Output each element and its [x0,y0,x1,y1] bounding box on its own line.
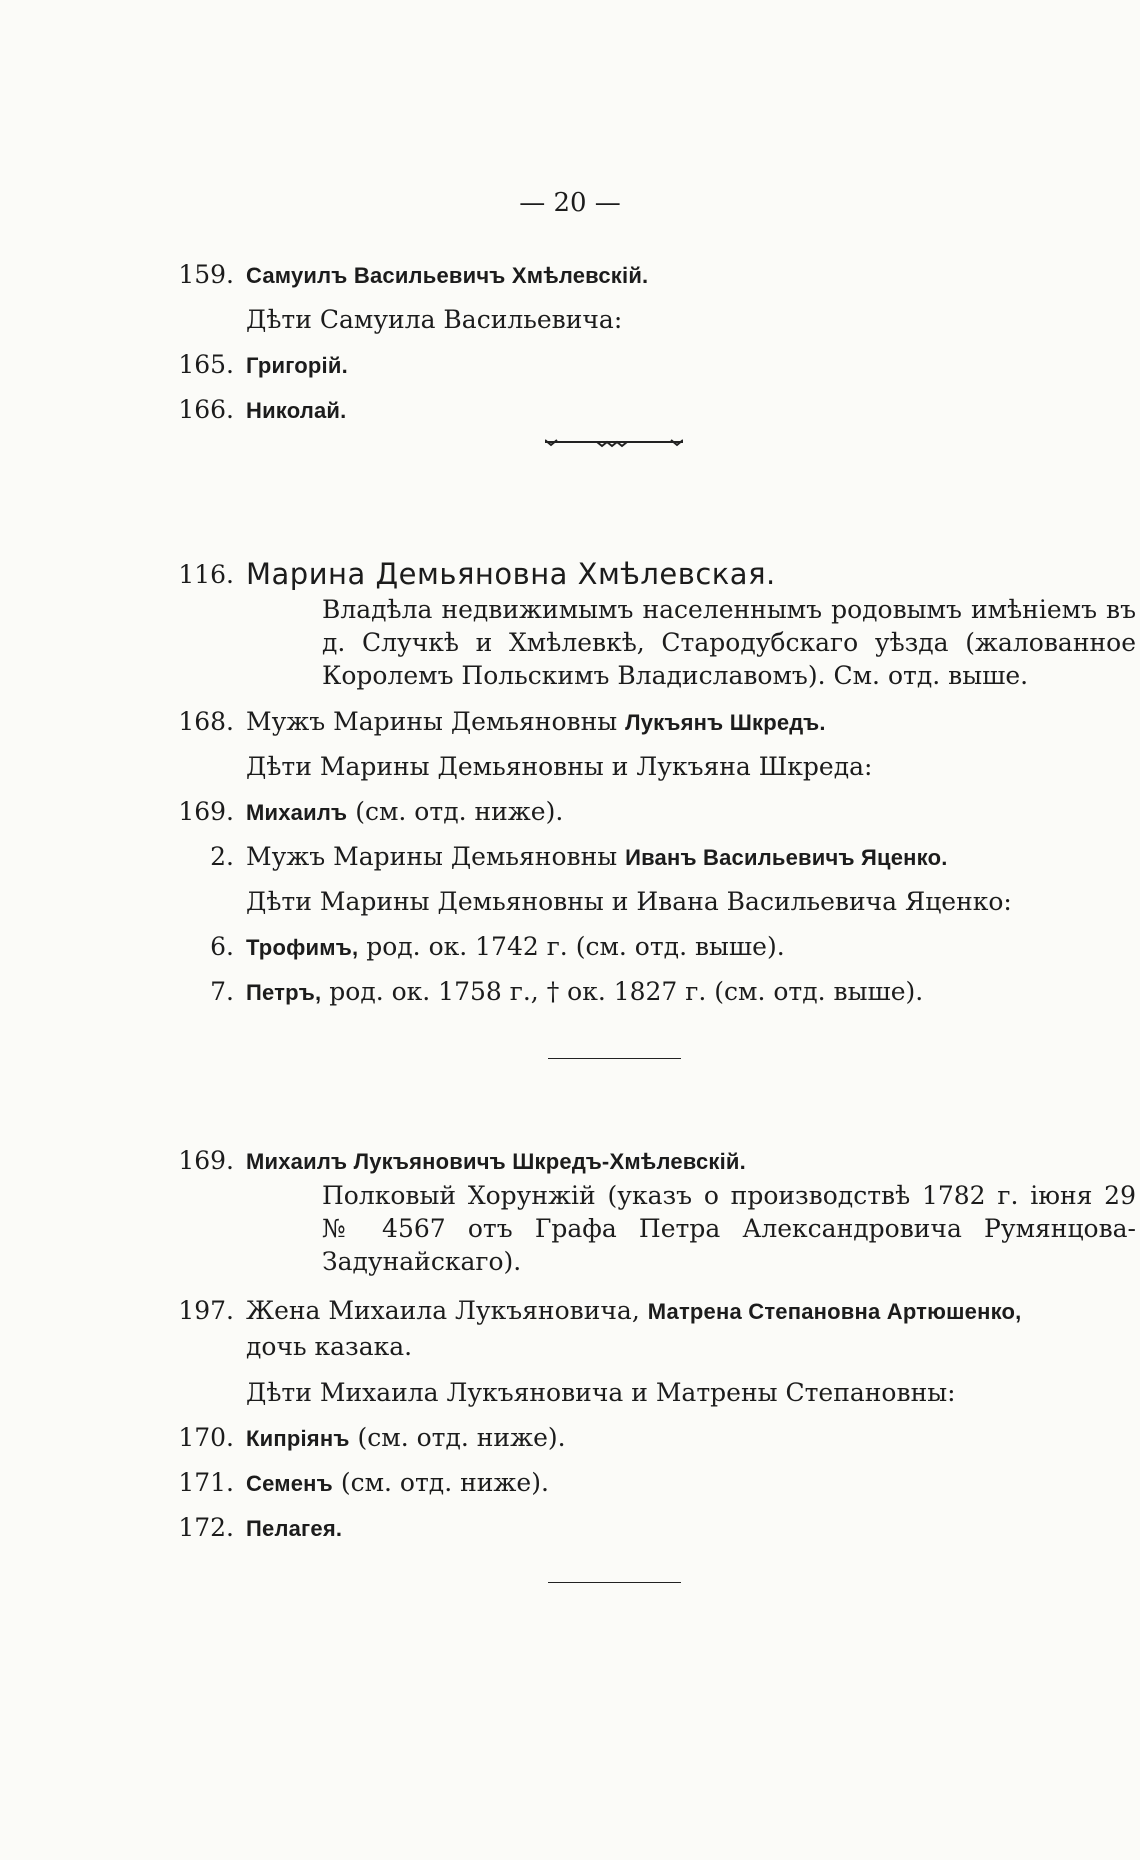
page-number: — 20 — [519,188,621,218]
person-name: Михаилъ Лукъяновичъ Шкредъ-Хмѣлевскій. [246,1149,746,1174]
section-divider [548,1058,681,1059]
entry-number: 169. [178,797,234,826]
person-name: Семенъ [246,1471,333,1496]
entry-number: 171. [178,1468,234,1497]
entry-number: 172. [178,1513,234,1542]
person-name: Пелагея. [246,1516,343,1541]
person-name: Иванъ Васильевичъ Яценко. [625,845,948,870]
person-name: Николай. [246,398,347,423]
person-name: Лукъянъ Шкредъ. [625,710,826,735]
entry-prefix: Мужъ Марины Демьяновны [246,707,618,736]
entry-prefix: Мужъ Марины Демьяновны [246,842,618,871]
person-name: Михаилъ [246,800,348,825]
person-name: Григорій. [246,353,348,378]
entry-number: 168. [178,707,234,736]
entry-number: 169. [178,1146,234,1175]
section-divider-end [548,1582,681,1583]
entry-number: 6. [210,932,234,961]
person-name: Самуилъ Васильевичъ Хмѣлевскій. [246,263,649,288]
person-name: Кипріянъ [246,1426,350,1451]
entry-prefix: Жена Михаила Лукъяновича, [246,1296,640,1325]
person-name: Марина Демьяновна Хмѣлевская. [246,557,776,591]
entry-note: (см. отд. ниже). [349,1423,566,1452]
entry-note: (см. отд. ниже). [332,1468,549,1497]
person-name: Трофимъ, [246,935,359,960]
entry-number: 7. [210,977,234,1006]
entry-number: 159. [178,260,234,289]
entry-number: 197. [178,1296,234,1325]
entry-116-description: Владѣла недвижимымъ населеннымъ родовымъ имѣніемъ въ д. Случкѣ и Хмѣлевкѣ, Стародубскаго уѣзда (жалованное Королемъ Польскимъ Владиславомъ). См. отд. выше. [322,595,1136,690]
entry-number: 166. [178,395,234,424]
person-name: Петръ, [246,980,322,1005]
ornament-divider [545,438,683,448]
entry-note: род. ок. 1742 г. (см. отд. выше). [358,932,785,961]
entry-number: 170. [178,1423,234,1452]
entry-note: (см. отд. ниже). [347,797,564,826]
entry-169-description: Полковый Хорунжій (указъ о производствѣ 1782 г. іюня 29 № 4567 отъ Графа Петра Александровича Румянцова-Задунайскаго). [322,1181,1136,1276]
entry-note: род. ок. 1758 г., † ок. 1827 г. (см. отд. выше). [321,977,924,1006]
entry-number: 116. [178,560,234,589]
person-name: Матрена Степановна Артюшенко, [647,1299,1022,1324]
entry-number: 2. [210,842,234,871]
entry-number: 165. [178,350,234,379]
